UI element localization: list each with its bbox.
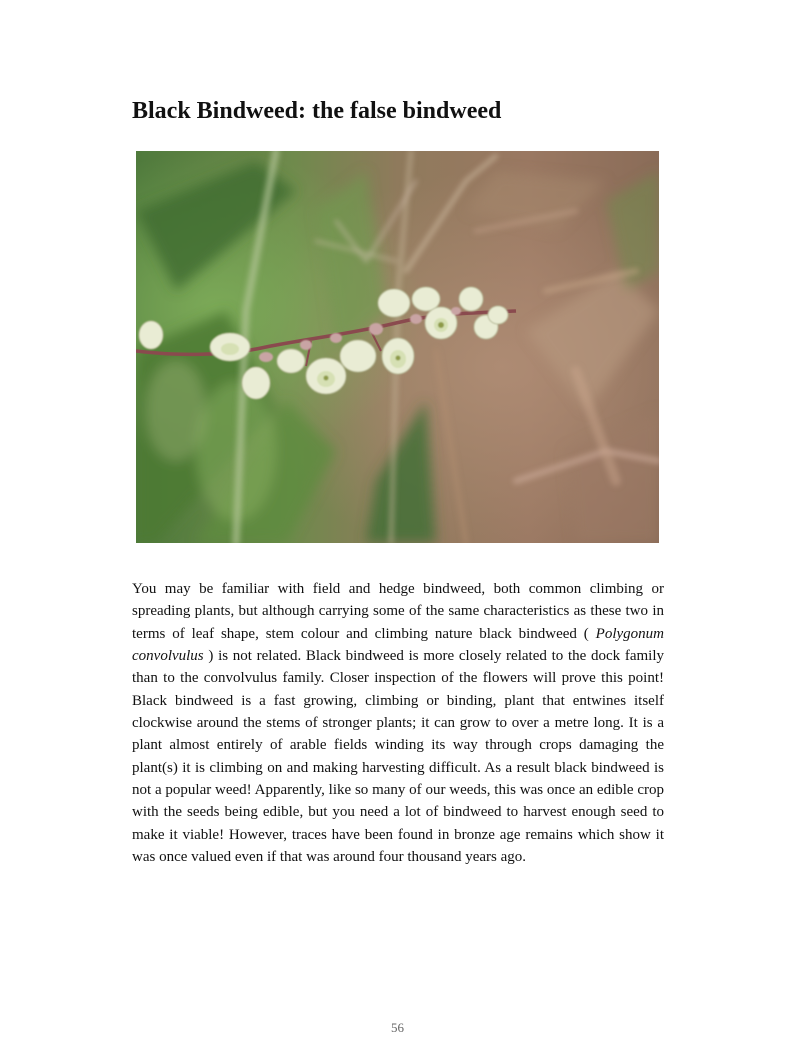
- page-title: Black Bindweed: the false bindweed: [132, 98, 502, 124]
- article-paragraph: [132, 578, 664, 868]
- latin-species-name: Polygonum convolvulus: [132, 625, 664, 665]
- black-bindweed-photo: [136, 151, 659, 543]
- page-number: 56: [391, 1020, 404, 1035]
- article-text-after-latin: ) is not related. Black bindweed is more closely related to the dock family than to the convolvulus family. Closer inspection of the flowers will prove this point! Black bindweed is a fast growing, climbing or binding, plant that entwines itself clockwise around the stems of stronger plants; it can grow to over a metre long. It is a plant almost entirely of arable fields winding its way through crops damaging the plant(s) it is climbing on and making harvesting difficult. As a result black bindweed is not a popular weed! Apparently, like so many of our weeds, this was once an edible crop with the seeds being edible, but you need a lot of bindweed to harvest enough seed to make it viable! However, traces have been found in bronze age remains which show it was once valued even if that was around four thousand years ago.: [132, 648, 664, 866]
- article-text-before-latin: You may be familiar with field and hedge bindweed, both common climbing or spreading plants, but although carrying some of the same characteristics as these two in terms of leaf shape, stem colour and climbing nature black bindweed (: [132, 581, 664, 642]
